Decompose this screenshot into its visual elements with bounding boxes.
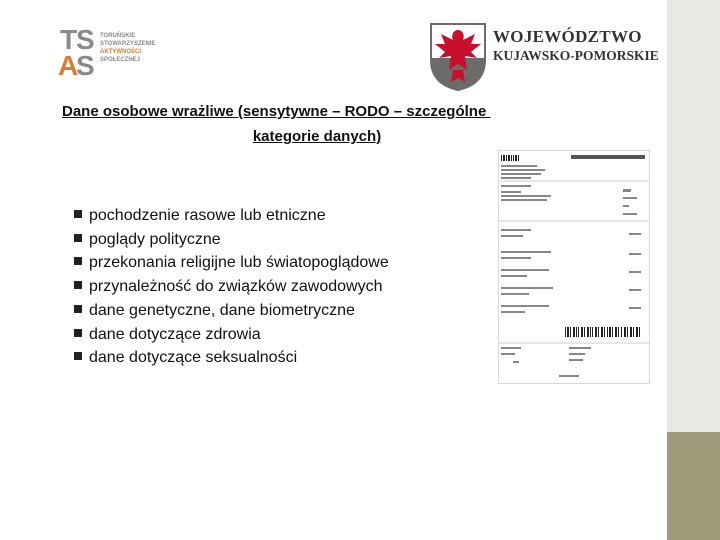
bullet-icon	[74, 234, 82, 242]
region-logo-line1: WOJEWÓDZTWO	[493, 27, 642, 46]
bullet-icon	[74, 352, 82, 360]
list-item: przynależność do związków zawodowych	[74, 275, 389, 299]
list-item: poglądy polityczne	[74, 228, 389, 252]
bullet-icon	[74, 210, 82, 218]
tsas-letter-a: A	[58, 50, 79, 81]
list-item: dane genetyczne, dane biometryczne	[74, 299, 389, 323]
tsas-logo	[58, 26, 158, 82]
region-logo-line2: KUJAWSKO-POMORSKIE	[493, 48, 659, 63]
tsas-letter-s: S	[76, 24, 95, 55]
tsas-name: TORUŃSKIE STOWARZYSZENIE AKTYWNOŚCI SPOŁECZNEJ	[100, 33, 156, 63]
prescription-image	[498, 150, 650, 384]
bullet-icon	[74, 281, 82, 289]
tsas-letter-s2: S	[76, 50, 95, 81]
bullet-icon	[74, 305, 82, 313]
list-item: pochodzenie rasowe lub etniczne	[74, 204, 389, 228]
tsas-letter-t: T	[60, 24, 78, 55]
region-logo	[425, 18, 659, 94]
sensitive-data-list	[74, 204, 389, 370]
right-decor-band-dark	[667, 432, 720, 540]
coat-of-arms-icon	[427, 20, 489, 92]
heading-line2: kategorie danych)	[252, 128, 382, 145]
slide-heading	[62, 99, 622, 149]
list-item: dane dotyczące zdrowia	[74, 323, 389, 347]
bullet-icon	[74, 329, 82, 337]
prescription-drawing	[499, 151, 649, 383]
heading-line1: Dane osobowe wrażliwe (sensytywne – RODO – szczególne	[62, 103, 491, 120]
list-item: przekonania religijne lub światopoglądowe	[74, 251, 389, 275]
bullet-icon	[74, 257, 82, 265]
list-item: dane dotyczące seksualności	[74, 346, 389, 370]
